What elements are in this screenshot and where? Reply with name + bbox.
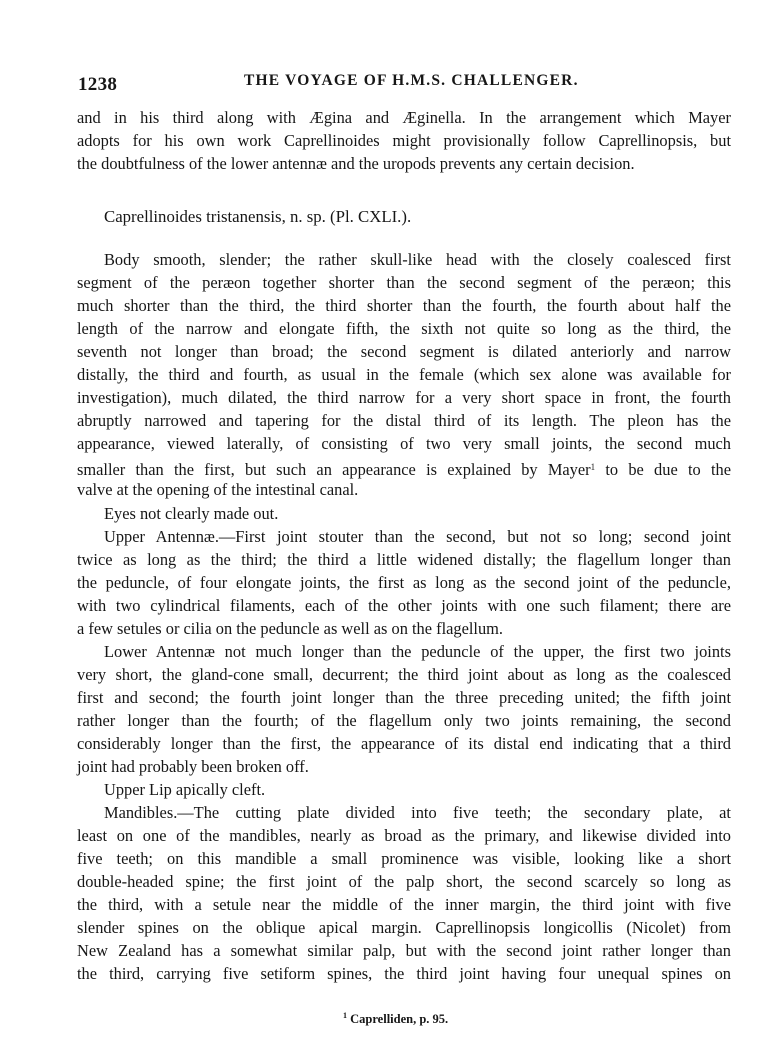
text-line: and in his third along with Ægina and Æginella. In the arrangement which Mayer xyxy=(77,108,731,127)
footnote xyxy=(343,1011,448,1027)
text-line: considerably longer than the first, the appearance of its distal end indicating that a third xyxy=(77,734,731,753)
text-line: Mandibles.—The cutting plate divided into five teeth; the secondary plate, at xyxy=(104,803,731,822)
text-line: appearance, viewed laterally, of consisting of two very small joints, the second much xyxy=(77,434,731,453)
text-line: a few setules or cilia on the peduncle as well as on the flagellum. xyxy=(77,619,504,638)
upper-lip-line: Upper Lip apically cleft. xyxy=(104,780,266,799)
text-fragment: to be due to the xyxy=(605,460,731,479)
footnote-reference: 1 xyxy=(590,462,596,472)
page-header xyxy=(78,70,728,94)
text-line: length of the narrow and elongate fifth, the sixth not quite so long as the third, the xyxy=(77,319,731,338)
text-line: adopts for his own work Caprellinoides might provisionally follow Caprellinopsis, but xyxy=(77,131,731,150)
text-line: twice as long as the third; the third a little widened distally; the flagellum longer than xyxy=(77,550,731,569)
text-line: very short, the gland-cone small, decurrent; the third joint about as long as the coalesced xyxy=(77,665,731,684)
text-line: valve at the opening of the intestinal canal. xyxy=(77,480,359,499)
text-line: slender spines on the oblique apical margin. Caprellinopsis longicollis (Nicolet) from xyxy=(77,918,731,937)
text-line: abruptly narrowed and tapering for the distal third of its length. The pleon has the xyxy=(77,411,731,430)
text-line: Body smooth, slender; the rather skull-like head with the closely coalesced first xyxy=(104,250,731,269)
running-title: THE VOYAGE OF H.M.S. CHALLENGER. xyxy=(244,72,579,89)
text-line: double-headed spine; the first joint of the palp short, the second scarcely so long as xyxy=(77,872,731,891)
text-line-with-footnote xyxy=(77,456,731,481)
text-line: the third, carrying five setiform spines, the third joint having four unequal spines on xyxy=(77,964,731,983)
text-line: the third, with a setule near the middle of the inner margin, the third joint with five xyxy=(77,895,731,914)
text-line: joint had probably been broken off. xyxy=(77,757,309,776)
footnote-text: Caprelliden, p. 95. xyxy=(350,1012,449,1027)
text-line: Lower Antennæ not much longer than the peduncle of the upper, the first two joints xyxy=(104,642,731,661)
text-line: investigation), much dilated, the third narrow for a very short space in front, the fourth xyxy=(77,388,731,407)
text-fragment: smaller than the first, but such an appearance is explained by Mayer xyxy=(77,460,591,479)
text-line: segment of the peræon together shorter than the second segment of the peræon; this xyxy=(77,273,731,292)
text-line: distally, the third and fourth, as usual in the female (which sex alone was available for xyxy=(77,365,731,384)
text-line: with two cylindrical filaments, each of the other joints with one such filament; there are xyxy=(77,596,731,615)
text-line: much shorter than the third, the third shorter than the fourth, the fourth about half the xyxy=(77,296,731,315)
text-line: the peduncle, of four elongate joints, the first as long as the second joint of the peduncle, xyxy=(77,573,731,592)
text-line: seventh not longer than broad; the second segment is dilated anteriorly and narrow xyxy=(77,342,731,361)
text-line: Upper Antennæ.—First joint stouter than the second, but not so long; second joint xyxy=(104,527,731,546)
text-line: rather longer than the fourth; of the flagellum only two joints remaining, the second xyxy=(77,711,731,730)
text-line: five teeth; on this mandible a small prominence was visible, looking like a short xyxy=(77,849,731,868)
text-line: least on one of the mandibles, nearly as broad as the primary, and likewise divided into xyxy=(77,826,731,845)
text-line: the doubtfulness of the lower antennæ and the uropods prevents any certain decision. xyxy=(77,154,635,173)
eyes-line: Eyes not clearly made out. xyxy=(104,504,279,523)
text-line: first and second; the fourth joint longer than the three preceding united; the fifth joint xyxy=(77,688,731,707)
text-line: New Zealand has a somewhat similar palp, but with the second joint rather longer than xyxy=(77,941,731,960)
footnote-marker: 1 xyxy=(343,1011,347,1020)
page-number: 1238 xyxy=(78,74,118,95)
species-heading: Caprellinoides tristanensis, n. sp. (Pl. CXLI.). xyxy=(104,207,412,226)
